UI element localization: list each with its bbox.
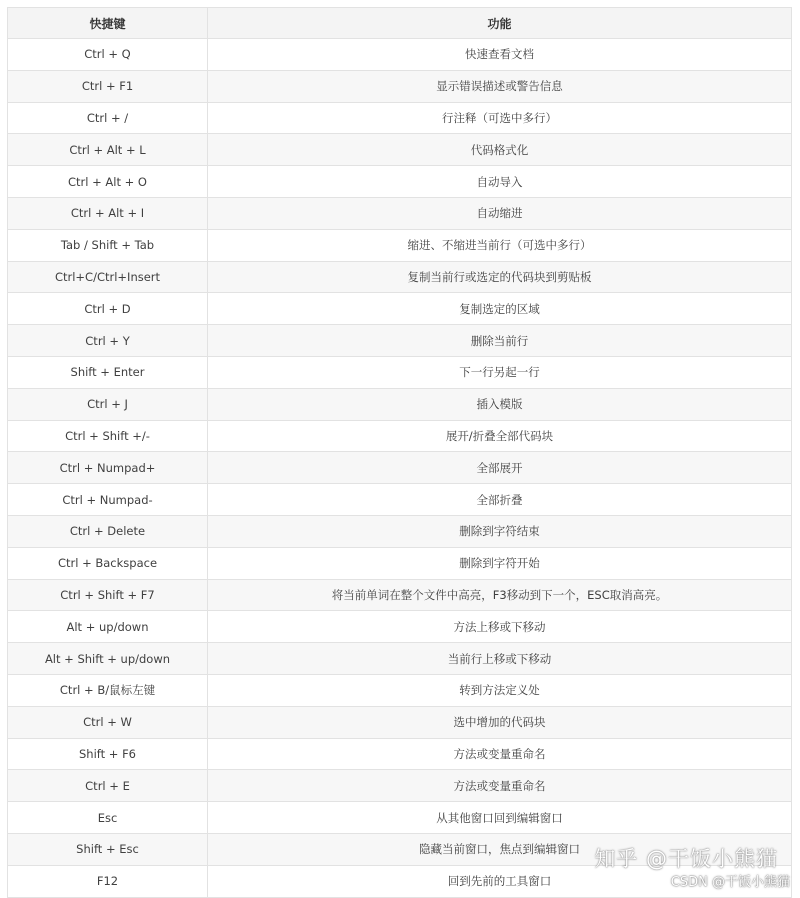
function-cell: 展开/折叠全部代码块 xyxy=(208,420,792,452)
shortcut-cell: Ctrl+C/Ctrl+Insert xyxy=(8,261,208,293)
shortcut-cell: Ctrl + J xyxy=(8,388,208,420)
function-cell: 删除当前行 xyxy=(208,325,792,357)
table-row xyxy=(8,770,792,802)
shortcut-cell: Ctrl + Q xyxy=(8,39,208,71)
table-row xyxy=(8,643,792,675)
shortcut-cell: Alt + Shift + up/down xyxy=(8,643,208,675)
column-header-function: 功能 xyxy=(208,8,792,39)
function-cell: 全部折叠 xyxy=(208,484,792,516)
shortcut-cell: Esc xyxy=(8,802,208,834)
table-row xyxy=(8,70,792,102)
table-row xyxy=(8,325,792,357)
table-row xyxy=(8,515,792,547)
function-cell: 缩进、不缩进当前行（可选中多行） xyxy=(208,229,792,261)
shortcut-cell: F12 xyxy=(8,865,208,897)
table-row xyxy=(8,452,792,484)
function-cell: 自动导入 xyxy=(208,166,792,198)
function-cell: 转到方法定义处 xyxy=(208,674,792,706)
csdn-watermark: CSDN @干饭小熊猫 xyxy=(670,875,790,890)
function-cell: 复制当前行或选定的代码块到剪贴板 xyxy=(208,261,792,293)
function-cell: 隐藏当前窗口，焦点到编辑窗口 xyxy=(208,833,792,865)
table-row xyxy=(8,166,792,198)
function-cell: 删除到字符开始 xyxy=(208,547,792,579)
function-cell: 方法上移或下移动 xyxy=(208,611,792,643)
shortcut-cell: Ctrl + Delete xyxy=(8,515,208,547)
function-cell: 方法或变量重命名 xyxy=(208,738,792,770)
shortcut-cell: Shift + F6 xyxy=(8,738,208,770)
shortcut-cell: Ctrl + D xyxy=(8,293,208,325)
shortcut-cell: Ctrl + Shift +/- xyxy=(8,420,208,452)
function-cell: 复制选定的区域 xyxy=(208,293,792,325)
shortcut-cell: Ctrl + B/鼠标左键 xyxy=(8,674,208,706)
shortcut-cell: Ctrl + / xyxy=(8,102,208,134)
table-row xyxy=(8,293,792,325)
shortcut-cell: Ctrl + Y xyxy=(8,325,208,357)
shortcut-cell: Ctrl + Alt + L xyxy=(8,134,208,166)
function-cell: 当前行上移或下移动 xyxy=(208,643,792,675)
shortcut-cell: Ctrl + Numpad- xyxy=(8,484,208,516)
function-cell: 快速查看文档 xyxy=(208,39,792,71)
table-row xyxy=(8,197,792,229)
table-row xyxy=(8,388,792,420)
function-cell: 插入模版 xyxy=(208,388,792,420)
table-row xyxy=(8,611,792,643)
function-cell: 回到先前的工具窗口 xyxy=(208,865,792,897)
shortcut-cell: Ctrl + Backspace xyxy=(8,547,208,579)
function-cell: 显示错误描述或警告信息 xyxy=(208,70,792,102)
shortcut-cell: Ctrl + Shift + F7 xyxy=(8,579,208,611)
column-header-shortcut: 快捷键 xyxy=(8,8,208,39)
function-cell: 行注释（可选中多行） xyxy=(208,102,792,134)
table-row xyxy=(8,39,792,71)
table-row xyxy=(8,674,792,706)
shortcut-cell: Ctrl + Alt + O xyxy=(8,166,208,198)
function-cell: 选中增加的代码块 xyxy=(208,706,792,738)
shortcut-cell: Ctrl + W xyxy=(8,706,208,738)
shortcut-cell: Ctrl + F1 xyxy=(8,70,208,102)
table-row xyxy=(8,706,792,738)
shortcut-cell: Ctrl + E xyxy=(8,770,208,802)
shortcut-cell: Ctrl + Alt + I xyxy=(8,197,208,229)
shortcut-cell: Alt + up/down xyxy=(8,611,208,643)
function-cell: 代码格式化 xyxy=(208,134,792,166)
function-cell: 方法或变量重命名 xyxy=(208,770,792,802)
shortcut-cell: Ctrl + Numpad+ xyxy=(8,452,208,484)
shortcut-cell: Tab / Shift + Tab xyxy=(8,229,208,261)
table-row xyxy=(8,261,792,293)
function-cell: 将当前单词在整个文件中高亮，F3移动到下一个，ESC取消高亮。 xyxy=(208,579,792,611)
table-header-row xyxy=(8,8,792,39)
zhihu-watermark: 知乎 @干饭小熊猫 xyxy=(594,847,778,871)
shortcut-cell: Shift + Esc xyxy=(8,833,208,865)
table-row xyxy=(8,134,792,166)
table-row xyxy=(8,547,792,579)
function-cell: 下一行另起一行 xyxy=(208,356,792,388)
table-row xyxy=(8,102,792,134)
table-row xyxy=(8,802,792,834)
table-row xyxy=(8,229,792,261)
shortcut-cell: Shift + Enter xyxy=(8,356,208,388)
table-row xyxy=(8,579,792,611)
table-row xyxy=(8,484,792,516)
table-row xyxy=(8,356,792,388)
table-row xyxy=(8,420,792,452)
function-cell: 删除到字符结束 xyxy=(208,515,792,547)
shortcut-table xyxy=(7,7,792,898)
function-cell: 从其他窗口回到编辑窗口 xyxy=(208,802,792,834)
function-cell: 自动缩进 xyxy=(208,197,792,229)
function-cell: 全部展开 xyxy=(208,452,792,484)
table-row xyxy=(8,738,792,770)
